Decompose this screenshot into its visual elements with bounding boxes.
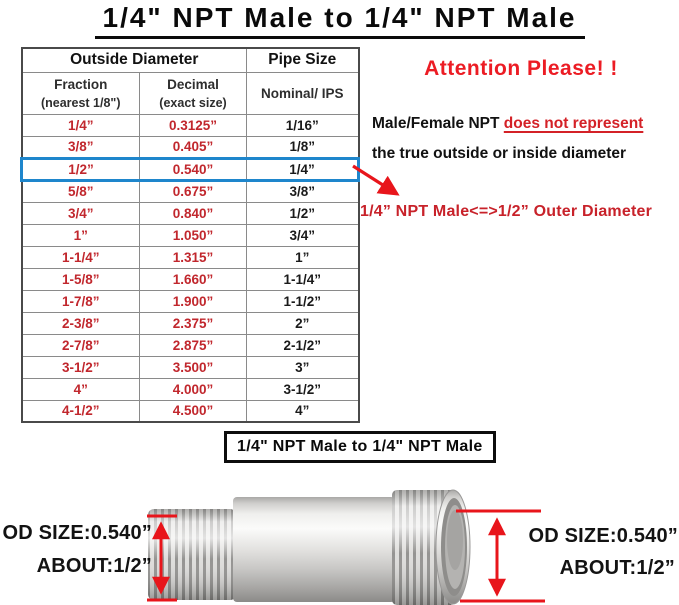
decimal-cell: 0.675”	[140, 180, 247, 202]
subheader-fraction-line1: Fraction	[54, 76, 108, 92]
subheader-nominal	[247, 72, 359, 114]
table-row	[22, 180, 359, 202]
table-body	[22, 114, 359, 422]
subheader-decimal-line1: Decimal	[167, 76, 219, 92]
pointer-arrow-icon	[345, 160, 415, 205]
pipe-size-cell: 3”	[247, 356, 359, 378]
table-row	[22, 378, 359, 400]
pipe-size-cell: 3/4”	[247, 224, 359, 246]
fraction-cell: 4-1/2”	[22, 400, 140, 422]
pipe-size-cell: 1/4”	[247, 158, 359, 180]
table-row	[22, 246, 359, 268]
pipe-size-cell: 1/16”	[247, 114, 359, 136]
attention-line1-red: does not represent	[503, 115, 644, 132]
subheader-decimal-line2: (exact size)	[159, 95, 227, 110]
right-od-label: OD SIZE:0.540”	[528, 525, 678, 547]
fraction-cell: 3/8”	[22, 136, 140, 158]
decimal-cell: 1.900”	[140, 290, 247, 312]
pipe-size-cell: 1/2”	[247, 202, 359, 224]
decimal-cell: 1.050”	[140, 224, 247, 246]
subheader-decimal	[140, 72, 247, 114]
table-head	[22, 48, 359, 114]
fraction-cell: 1”	[22, 224, 140, 246]
attention-paragraph	[372, 109, 674, 169]
pipe-size-cell: 3-1/2”	[247, 378, 359, 400]
decimal-cell: 0.540”	[140, 158, 247, 180]
pipe-size-cell: 1”	[247, 246, 359, 268]
pipe-size-cell: 1/8”	[247, 136, 359, 158]
table-row	[22, 202, 359, 224]
left-about-label: ABOUT:1/2”	[36, 555, 152, 577]
fraction-cell: 2-7/8”	[22, 334, 140, 356]
table-row	[22, 400, 359, 422]
decimal-cell: 0.840”	[140, 202, 247, 224]
page-title: 1/4" NPT Male to 1/4" NPT Male	[95, 2, 585, 39]
table-row	[22, 158, 359, 180]
pipe-size-cell: 2-1/2”	[247, 334, 359, 356]
decimal-cell: 2.375”	[140, 312, 247, 334]
decimal-cell: 2.875”	[140, 334, 247, 356]
fraction-cell: 5/8”	[22, 180, 140, 202]
fraction-cell: 1-5/8”	[22, 268, 140, 290]
table-row	[22, 290, 359, 312]
fraction-cell: 1-1/4”	[22, 246, 140, 268]
table-header-row	[22, 48, 359, 72]
table-row	[22, 356, 359, 378]
table-subheader-row	[22, 72, 359, 114]
decimal-cell: 4.500”	[140, 400, 247, 422]
fraction-cell: 3-1/2”	[22, 356, 140, 378]
header-pipe-size: Pipe Size	[247, 48, 359, 72]
table-row	[22, 114, 359, 136]
fraction-cell: 3/4”	[22, 202, 140, 224]
fraction-cell: 1/2”	[22, 158, 140, 180]
pipe-size-cell: 4”	[247, 400, 359, 422]
pipe-size-cell: 1-1/2”	[247, 290, 359, 312]
table-row	[22, 334, 359, 356]
left-od-label: OD SIZE:0.540”	[2, 522, 152, 544]
subheader-nominal-line1: Nominal/ IPS	[261, 85, 344, 101]
decimal-cell: 3.500”	[140, 356, 247, 378]
pipe-size-cell: 2”	[247, 312, 359, 334]
table-row	[22, 268, 359, 290]
fraction-cell: 1-7/8”	[22, 290, 140, 312]
pipe-size-table	[20, 47, 360, 423]
decimal-cell: 0.3125”	[140, 114, 247, 136]
subheader-fraction	[22, 72, 140, 114]
decimal-cell: 1.315”	[140, 246, 247, 268]
table-row	[22, 136, 359, 158]
attention-line1	[372, 109, 674, 139]
table-row	[22, 312, 359, 334]
attention-line1-black: Male/Female NPT	[372, 115, 504, 132]
pipe-open-end	[436, 490, 470, 604]
decimal-cell: 1.660”	[140, 268, 247, 290]
middle-label: 1/4" NPT Male to 1/4" NPT Male	[224, 431, 496, 463]
decimal-cell: 4.000”	[140, 378, 247, 400]
header-outside-diameter: Outside Diameter	[22, 48, 247, 72]
right-about-label: ABOUT:1/2”	[559, 557, 675, 579]
attention-conclusion: 1/4” NPT Male<=>1/2” Outer Diameter	[360, 203, 653, 220]
pipe-size-cell: 1-1/4”	[247, 268, 359, 290]
decimal-cell: 0.405”	[140, 136, 247, 158]
pipe-size-cell: 3/8”	[247, 180, 359, 202]
attention-heading: Attention Please! !	[424, 57, 618, 80]
table-row	[22, 224, 359, 246]
fraction-cell: 2-3/8”	[22, 312, 140, 334]
page-title-wrap	[0, 2, 679, 39]
fraction-cell: 4”	[22, 378, 140, 400]
subheader-fraction-line2: (nearest 1/8")	[40, 95, 121, 110]
attention-line2: the true outside or inside diameter	[372, 145, 627, 162]
fraction-cell: 1/4”	[22, 114, 140, 136]
pipe-body	[233, 497, 395, 602]
